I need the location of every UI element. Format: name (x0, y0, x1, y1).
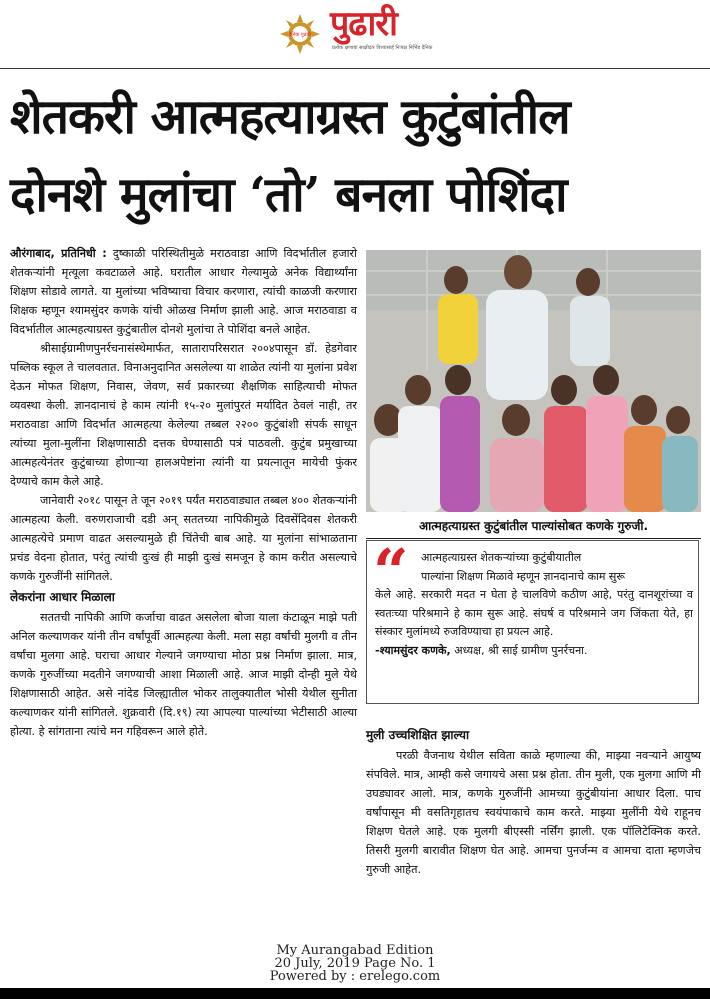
article-paragraph-5: परळी वैजनाथ येथील सविता काळे म्हणाल्या की, माझ्या नवर्‍याने आयुष्य संपविले. मात्र, आम्ही कसे जगायचे असा प्रश्न होता. तीन मुली, एक मुलगा आणि मी उघड्यावर आलो. मात्र, कणके गुरुजींनी आमच्या कुटुंबीयांना आधार दिला. पाच वर्षांपासून मी वसतिगृहातच स्वयंपाकाचे काम करते. माझ्या मुलींनी येथे राहूनच शिक्षण घेतले आहे. एक मुलगी बीएस्सी नर्सिंग झाली. एक पॉलिटेक्निक करते. तिसरी मुलगी बारावीत शिक्षण घेत आहे. आमचा पुनर्जन्म व आमचा दाता म्हणजेच गुरुजी आहेत. (366, 749, 701, 876)
quote-body: केले आहे. सरकारी मदत न घेता हे चालविणे कठीण आहे, परंतु दानशूरांच्या व स्वतःच्या परिश्रमाने हे काम सुरू आहे. संघर्ष व परिश्रमाने जग जिंकता येते, हा संस्कार मुलांमध्ये रुजविण्याचा हा प्रयत्न आहे. (375, 588, 693, 638)
subheading-daughters: मुली उच्चशिक्षित झाल्या (366, 728, 470, 742)
quote-text (375, 549, 693, 660)
subheading-support: लेकरांना आधार मिळाला (10, 590, 115, 604)
bottom-bar (0, 988, 710, 999)
quote-mark-icon: “ (373, 535, 409, 608)
footer-edition: My Aurangabad Edition (276, 943, 434, 958)
dateline: औरंगाबाद, प्रतिनिधी : (10, 247, 107, 260)
headline-line-2: दोनशे मुलांचा ‘तो’ बनला पोशिंदा (10, 167, 567, 223)
article-right-column (366, 724, 701, 879)
pull-quote (366, 535, 699, 704)
quote-author: -श्यामसुंदर कणके, (375, 643, 451, 657)
footer-date-page: 20 July, 2019 Page No. 1 (274, 956, 436, 971)
quote-line-1: आत्महत्याग्रस्त शेतकर्‍यांच्या कुटुंबीयातील (421, 551, 582, 564)
footer-powered-by[interactable]: Powered by : erelego.com (269, 969, 441, 984)
article-left-column (10, 244, 357, 741)
quote-attribution (375, 642, 693, 661)
masthead (0, 0, 710, 66)
quote-designation: अध्यक्ष, श्री साई ग्रामीण पुनर्रचना. (454, 643, 588, 657)
headline-line-1: शेतकरी आत्महत्याग्रस्त कुटुंबांतील (10, 89, 570, 145)
photo-caption: आत्महत्याग्रस्त कुटुंबांतील पाल्यांसोबत कणके गुरुजी. (366, 514, 701, 539)
newspaper-name: पुढारी (330, 4, 397, 44)
article-paragraph-2: श्रीसाईग्रामीणपुनर्रचनासंस्थेमार्फत, सातारापरिसरात २००४पासून डॉ. हेडगेवार पब्लिक स्कूल ते चालवतात. विनाअनुदानित असलेल्या या शाळेत त्यांनी या मुलांना प्रवेश देऊन मोफत शिक्षण, निवास, जेवण, सर्व प्रकारच्या शैक्षणिक साहित्याची मोफत व्यवस्था केली. ज्ञानदानाचं हे काम त्यांनी १५-२० मुलांपुरतं मर्यादित ठेवलं नाही, तर मराठवाडा आणि विदर्भात आत्महत्या केलेल्या तब्बल २२०० कुटुंबांशी संपर्क साधून त्यांच्या मुला-मुलींना शिक्षणासाठी दत्तक घेण्यासाठी पत्रं पाठवली. कुटुंब प्रमुखाच्या आत्महत्येनंतर कुटुंबाच्या होणार्‍या हालअपेष्टांना त्यांनी या प्रयत्नातून मायेची फुंकर देण्याचे काम केले आहे. (10, 342, 357, 488)
page-footer (0, 944, 710, 983)
article-paragraph-3: जानेवारी २०१८ पासून ते जून २०१९ पर्यंत मराठवाड्यात तब्बल ४०० शेतकर्‍यांनी आत्महत्या केली. वरुणराजाची दडी अन् सततच्या नापिकीमुळे दिवसेंदिवस शेतकरी आत्महत्येचे प्रमाण वाढत असल्यामुळे ही चिंतेची बाब आहे. या मुलांना सांभाळताना प्रचंड वेदना होतात, परंतु त्यांची दुःखं ही माझी दुःखं समजून हे काम करीत असल्याचे कणके गुरुजींनी सांगितले. (10, 494, 357, 583)
quote-line-2: पाल्यांना शिक्षण मिळावे म्हणून ज्ञानदानाचे काम सुरू (421, 569, 625, 583)
logo-badge-text: दैनिक पुढारी (288, 32, 312, 38)
news-photo (366, 250, 701, 512)
article-paragraph-4: सततची नापिकी आणि कर्जाचा वाढत असलेला बोजा याला कंटाळून माझे पती अनिल कल्याणकर यांनी तीन वर्षांपूर्वी आत्महत्या केली. मला सहा वर्षांची मुलगी व तीन वर्षांचा मुलगा आहे. घराचा आधार गेल्याने जगण्याचा मोठा प्रश्न निर्माण झाला. मात्र, कणके गुरुजींच्या मदतीने जगण्याची आशा मिळाली आहे. आज माझी दोन्ही मुले येथे शिक्षणासाठी आहेत. असे नांदेड जिल्ह्यातील भोकर तालुक्यातील भोसी येथील सुनीता कल्याणकर यांनी सांगितले. शुक्रवारी (दि.१९) त्या आपल्या पाल्यांच्या भेटीसाठी आल्या होत्या. हे सांगताना त्यांचे मन गहिवरून आले होते. (10, 611, 357, 738)
masthead-divider (0, 68, 710, 69)
paragraph-1-text: दुष्काळी परिस्थितीमुळे मराठवाडा आणि विदर्भातील हजारो शेतकर्‍यांनी मृत्यूला कवटाळले आहे. घरातील आधार गेल्यामुळे अनेक विद्यार्थ्यांना शिक्षण सोडावे लागते. या मुलांच्या भविष्याचा विचार करणारा, त्यांची काळजी करणारा शिक्षक म्हणून श्यामसुंदर कणके यांची ओळख निर्माण झाली आहे. आज मराठवाडा व विदर्भातील आत्महत्याग्रस्त कुटुंबातील दोनशे मुलांचा ते पोशिंदा बनले आहेत. (10, 247, 358, 336)
newspaper-tagline: प्रत्येक क्षणाचा साक्षीदार विश्वासार्ह निःपक्ष निर्भिड दैनिक (332, 45, 433, 51)
pudhari-sun-logo-icon (280, 14, 320, 54)
article-paragraph-1 (10, 244, 357, 339)
